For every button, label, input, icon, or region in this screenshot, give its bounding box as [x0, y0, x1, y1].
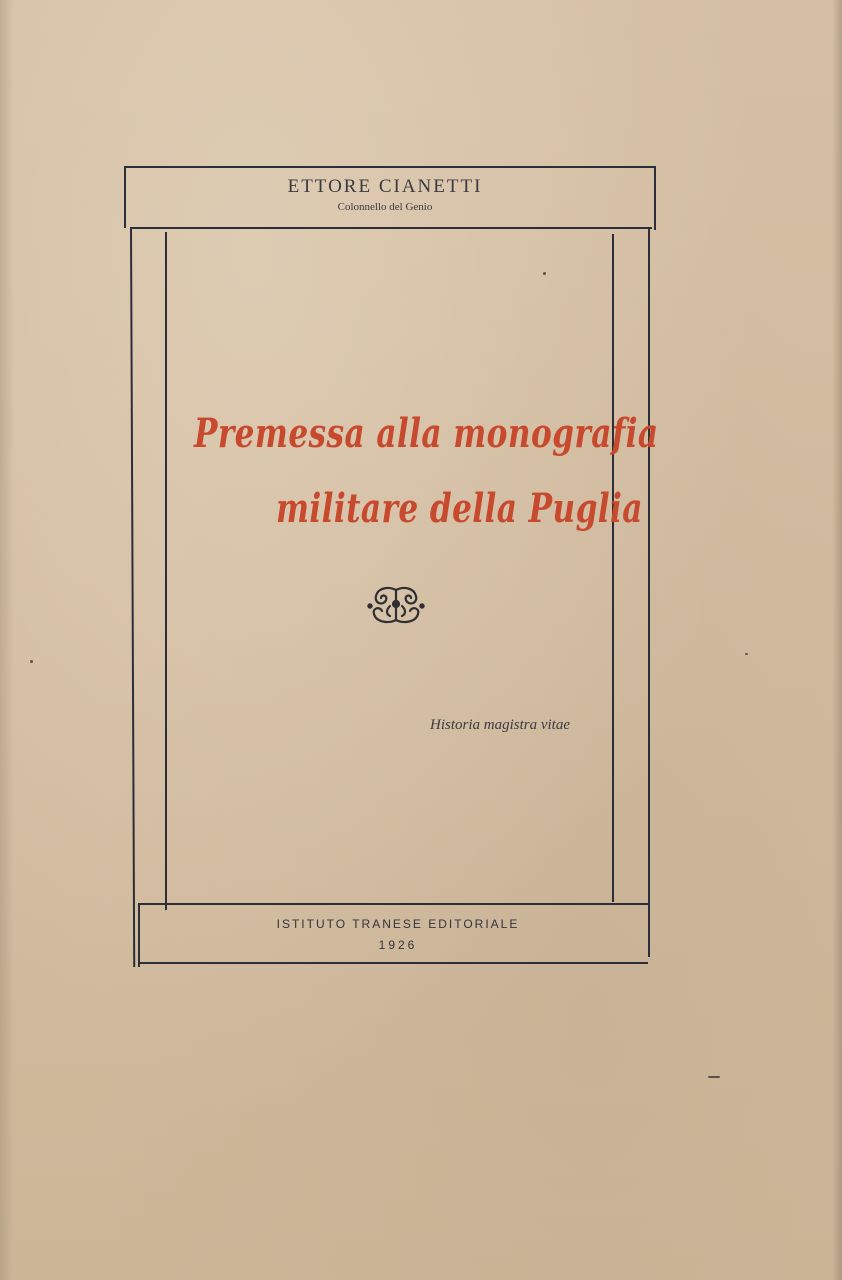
paper-speck: [745, 653, 748, 655]
motto: Historia magistra vitae: [429, 717, 570, 733]
frame-line-inner-right: [612, 234, 614, 902]
frame-line-footer-left: [138, 903, 140, 967]
frame-line-footer-top: [138, 903, 648, 905]
frame-line-outer-right: [648, 229, 650, 957]
spine-shadow: [0, 0, 14, 1280]
frame-line-outer-left: [130, 229, 135, 967]
frame-line-right-upper: [654, 168, 656, 230]
frame-line-top: [124, 166, 656, 168]
frame-line-bottom: [138, 962, 648, 964]
paper-speck: [543, 272, 546, 275]
title-line-1: Premessa alla monografia: [194, 410, 659, 457]
publication-year: 1926: [378, 938, 418, 952]
page-edge-shadow: [832, 0, 842, 1280]
title-line-2: militare della Puglia: [276, 485, 643, 532]
frame-line-header-bottom: [130, 227, 652, 229]
floral-vignette-icon: [366, 584, 426, 626]
publisher-name: ISTITUTO TRANESE EDITORIALE: [276, 917, 520, 931]
paper-speck: [30, 660, 33, 663]
frame-line-left-upper: [124, 166, 126, 228]
author-name: ETTORE CIANETTI: [287, 176, 483, 197]
author-rank: Colonnello del Genio: [337, 201, 433, 213]
frame-line-inner-left: [165, 232, 167, 910]
paper-speck: [708, 1076, 720, 1078]
